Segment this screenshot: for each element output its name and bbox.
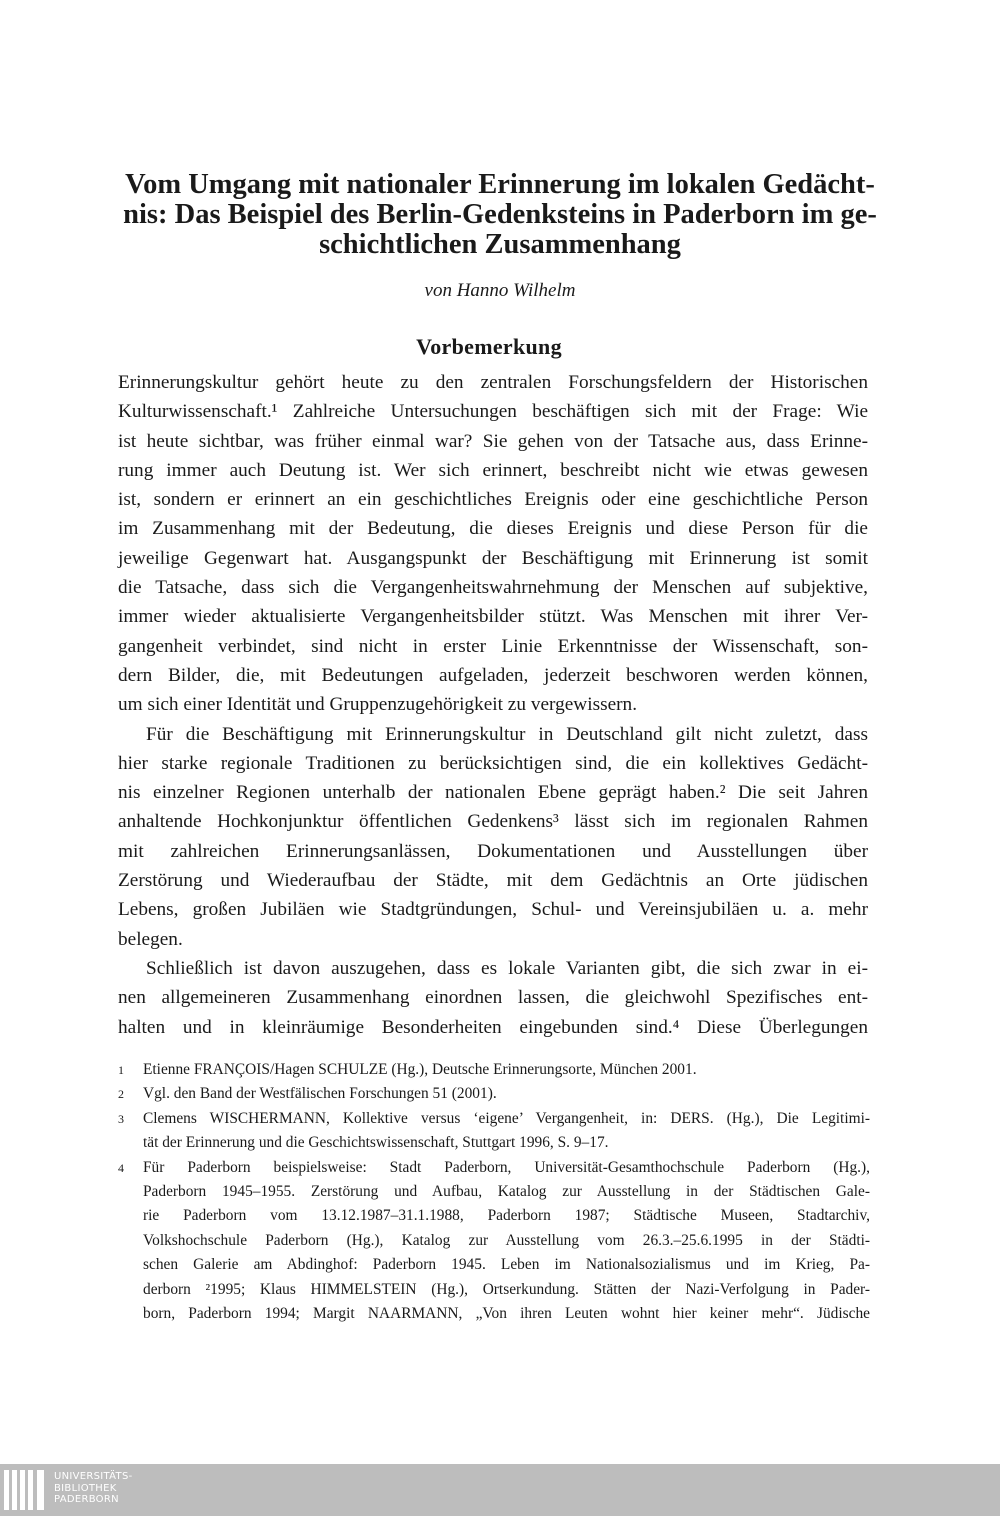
footnote-number: 3 (118, 1111, 124, 1126)
library-logo (4, 1468, 154, 1514)
text-line: Für die Beschäftigung mit Erinnerungskultur in Deutschland gilt nicht zuletzt, dass (146, 723, 868, 745)
text-line: Schließlich ist davon auszugehen, dass es lokale Varianten gibt, die sich zwar in ei- (146, 957, 868, 979)
text-line: immer wieder aktualisierte Vergangenheitsbilder stützt. Was Menschen mit ihrer Ver- (118, 606, 868, 628)
library-footer-bar (0, 1464, 1000, 1516)
footnote-line: Volkshochschule Paderborn (Hg.), Katalog zur Ausstellung vom 26.3.–25.6.1995 in der Städti- (143, 1231, 870, 1249)
footnote-4 (118, 1156, 870, 1327)
footnote-line: born, Paderborn 1994; Margit NAARMANN, „Von ihren Leuten wohnt hier keiner mehr“. Jüdische (143, 1304, 870, 1322)
footnote-line: tät der Erinnerung und die Geschichtswissenschaft, Stuttgart 1996, S. 9–17. (143, 1134, 609, 1152)
text-line: anhaltende Hochkonjunktur öffentlichen Gedenkens³ lässt sich im regionalen Rahmen (118, 811, 868, 833)
text-line: ist heute sichtbar, was früher einmal war? Sie gehen von der Tatsache aus, dass Erinne- (118, 430, 868, 452)
text-line: Lebens, großen Jubiläen wie Stadtgründungen, Schul- und Vereinsjubiläen u. a. mehr (118, 899, 868, 921)
text-line: ist, sondern er erinnert an ein geschichtliches Ereignis oder eine geschichtliche Person (118, 489, 868, 511)
paragraph-1 (118, 368, 868, 720)
footnote-line: schen Galerie am Abdinghof: Paderborn 1945. Leben im Nationalsozialismus und im Krieg, Pa- (143, 1256, 870, 1274)
footnote-line: derborn ²1995; Klaus HIMMELSTEIN (Hg.), Ortserkundung. Stätten der Nazi-Verfolgung in Pader- (143, 1280, 870, 1298)
text-line: jeweilige Gegenwart hat. Ausgangspunkt der Beschäftigung mit Erinnerung ist somit (118, 547, 868, 569)
text-line: nis einzelner Regionen unterhalb der nationalen Ebene geprägt haben.² Die seit Jahren (118, 782, 868, 804)
footnote-number: 2 (118, 1087, 124, 1102)
text-line: hier starke regionale Traditionen zu berücksichtigen sind, die ein kollektives Gedächt- (118, 752, 868, 774)
footnote-line: Für Paderborn beispielsweise: Stadt Paderborn, Universität-Gesamthochschule Paderborn (Hg.), (143, 1158, 870, 1176)
text-line: Zerstörung und Wiederaufbau der Städte, mit dem Gedächtnis an Orte jüdischen (118, 870, 868, 892)
text-line: mit zahlreichen Erinnerungsanlässen, Dokumentationen und Ausstellungen über (118, 840, 868, 862)
footnote-line: Etienne FRANÇOIS/Hagen SCHULZE (Hg.), Deutsche Erinnerungsorte, München 2001. (143, 1061, 697, 1078)
text-line: Erinnerungskultur gehört heute zu den zentralen Forschungsfeldern der Historischen (118, 372, 868, 393)
footnote-line: Vgl. den Band der Westfälischen Forschungen 51 (2001). (143, 1085, 497, 1103)
text-line: gangenheit verbindet, sind nicht in erster Linie Erkenntnisse der Wissenschaft, son- (118, 635, 868, 657)
logo-line: UNIVERSITÄTS- (54, 1471, 133, 1482)
footnote-line: Paderborn 1945–1955. Zerstörung und Aufbau, Katalog zur Ausstellung in der Städtischen Gale- (143, 1182, 870, 1200)
title-line: nis: Das Beispiel des Berlin-Gedenksteins in Paderborn im ge- (123, 199, 877, 230)
text-line: rung immer auch Deutung ist. Wer sich erinnert, beschreibt nicht wie etwas gewesen (118, 459, 868, 481)
body-text (118, 368, 868, 1042)
footnotes (118, 1058, 870, 1326)
text-line: im Zusammenhang mit der Bedeutung, die dieses Ereignis und diese Person für die (118, 518, 868, 540)
library-logo-text (54, 1471, 133, 1506)
footnote-number: 1 (118, 1063, 124, 1077)
footnote-line: Clemens WISCHERMANN, Kollektive versus ‘eigene’ Vergangenheit, in: DERS. (Hg.), Die Legitimi- (143, 1109, 870, 1127)
paragraph-3 (118, 954, 868, 1042)
author-byline: von Hanno Wilhelm (424, 280, 576, 301)
text-line: halten und in kleinräumige Besonderheiten eingebunden sind.⁴ Diese Überlegungen (118, 1016, 868, 1038)
section-heading: Vorbemerkung (416, 334, 562, 359)
text-line: nen allgemeineren Zusammenhang einordnen lassen, die gleichwohl Spezifisches ent- (118, 987, 868, 1009)
text-line: dern Bilder, die, mit Bedeutungen aufgeladen, jederzeit beschworen werden können, (118, 664, 868, 686)
logo-line: PADERBORN (54, 1494, 119, 1505)
library-logo-icon (4, 1470, 50, 1512)
text-line: belegen. (118, 928, 183, 950)
text-line: die Tatsache, dass sich die Vergangenheitswahrnehmung der Menschen auf subjektive, (118, 577, 868, 599)
logo-line: BIBLIOTHEK (54, 1482, 117, 1494)
title-line: Vom Umgang mit nationaler Erinnerung im lokalen Gedächt- (125, 169, 875, 200)
text-line: Kulturwissenschaft.¹ Zahlreiche Untersuchungen beschäftigen sich mit der Frage: Wie (118, 401, 868, 423)
paragraph-2 (118, 720, 868, 954)
article-title (105, 170, 895, 260)
footnote-1 (118, 1058, 870, 1082)
footnote-line: rie Paderborn vom 13.12.1987–31.1.1988, Paderborn 1987; Städtische Museen, Stadtarchiv, (143, 1207, 870, 1225)
footnote-2 (118, 1082, 870, 1106)
footnote-number: 4 (118, 1160, 124, 1175)
title-line: schichtlichen Zusammenhang (319, 229, 681, 260)
footnote-3 (118, 1107, 870, 1156)
text-line: um sich einer Identität und Gruppenzugehörigkeit zu vergewissern. (118, 694, 638, 716)
